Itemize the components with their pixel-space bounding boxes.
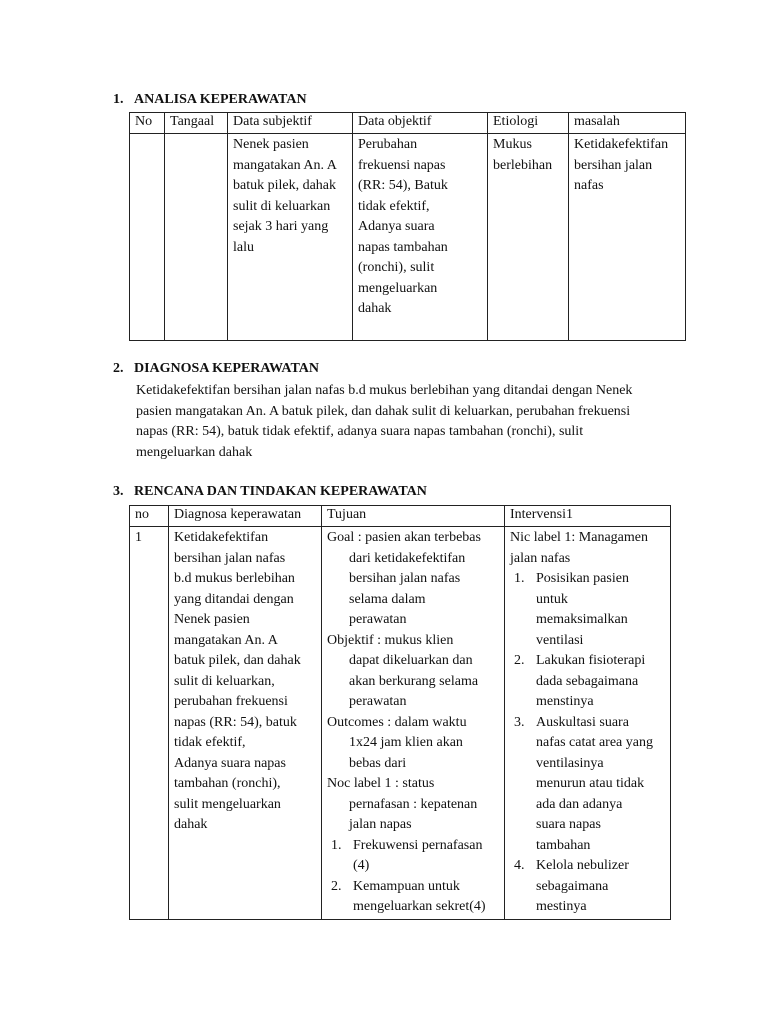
col-header-data-subjektif: Data subjektif: [228, 113, 353, 134]
list-item-number: 3.: [514, 714, 525, 730]
tujuan-noc-label: Noc label 1 : status pernafasan : kepatenan jalan napas: [327, 776, 478, 832]
col-header-masalah: masalah: [569, 113, 686, 134]
noc-items-list: [327, 836, 499, 918]
list-item: [510, 856, 665, 918]
list-item-text: Posisikan pasien untuk memaksimalkan ventilasi: [536, 571, 629, 648]
diagnosa-paragraph: Ketidakefektifan bersihan jalan nafas b.d mukus berlebihan yang ditandai dengan Nenek pasien mangatakan An. A batuk pilek, dan dahak sulit di keluarkan, perubahan frekuensi napas (RR: 54), batuk tidak efektif, adanya suara napas tambahan (ronchi), sulit mengeluarkan dahak: [136, 383, 633, 460]
list-item-text: Lakukan fisioterapi dada sebagaimana menstinya: [536, 653, 646, 709]
rencana-table: [129, 505, 671, 920]
table-header-row: [130, 113, 686, 134]
intervensi-nic-label: Nic label 1: Managamen jalan nafas: [510, 530, 649, 566]
nic-items-list: [510, 569, 665, 918]
col-header-tujuan: Tujuan: [322, 506, 505, 527]
list-item: [327, 836, 499, 877]
tujuan-outcomes: Outcomes : dalam waktu 1x24 jam klien akan bebas dari: [327, 714, 467, 771]
cell-no: [130, 134, 165, 341]
col-header-intervensi: Intervensi1: [505, 506, 671, 527]
table-row: [130, 527, 671, 920]
section-2-heading: [113, 361, 319, 377]
list-item: [510, 651, 665, 713]
section-3-heading: [113, 484, 427, 500]
section-2-number: 2.: [113, 361, 124, 376]
table-row: [130, 134, 686, 341]
list-item-number: 2.: [331, 878, 342, 894]
col-header-tanggal: Tangaal: [165, 113, 228, 134]
cell-masalah: Ketidakefektifan bersihan jalan nafas: [569, 134, 686, 341]
col-header-no: No: [130, 113, 165, 134]
section-1-title: ANALISA KEPERAWATAN: [134, 92, 307, 107]
tujuan-objektif: Objektif : mukus klien dapat dikeluarkan dan akan berkurang selama perawatan: [327, 632, 479, 709]
list-item-number: 1.: [331, 837, 342, 853]
cell-diagnosa: Ketidakefektifan bersihan jalan nafas b.d mukus berlebihan yang ditandai dengan Nenek pasien mangatakan An. A batuk pilek, dan dahak sulit di keluarkan, perubahan frekuensi napas (RR: 54), batuk tidak efektif, Adanya suara napas tambahan (ronchi), sulit mengeluarkan dahak: [169, 527, 322, 920]
list-item: [510, 713, 665, 857]
list-item-number: 1.: [514, 571, 525, 586]
cell-no: 1: [130, 527, 169, 920]
cell-tujuan: [322, 527, 505, 920]
col-header-etiologi: Etiologi: [488, 113, 569, 134]
col-header-data-objektif: Data objektif: [353, 113, 488, 134]
list-item: [510, 569, 665, 651]
analisa-table: [129, 112, 686, 341]
list-item-text: Frekuwensi pernafasan (4): [353, 837, 483, 873]
section-2-title: DIAGNOSA KEPERAWATAN: [134, 361, 320, 376]
cell-tanggal: [165, 134, 228, 341]
cell-data-subjektif: Nenek pasien mangatakan An. A batuk pilek, dahak sulit di keluarkan sejak 3 hari yang lalu: [228, 134, 353, 341]
col-header-diagnosa-keperawatan: Diagnosa keperawatan: [169, 506, 322, 527]
col-header-no: no: [130, 506, 169, 527]
list-item-text: Kelola nebulizer sebagaimana mestinya: [536, 858, 629, 914]
list-item-number: 4.: [514, 858, 525, 873]
section-3-number: 3.: [113, 484, 124, 499]
cell-data-objektif: Perubahan frekuensi napas (RR: 54), Batuk tidak efektif, Adanya suara napas tambahan (ronchi), sulit mengeluarkan dahak: [353, 134, 488, 341]
cell-etiologi: Mukus berlebihan: [488, 134, 569, 341]
tujuan-goal: Goal : pasien akan terbebas dari ketidakefektifan bersihan jalan nafas selama dalam perawatan: [327, 530, 481, 627]
section-1-number: 1.: [113, 92, 124, 107]
list-item-text: Auskultasi suara nafas catat area yang ventilasinya menurun atau tidak ada dan adanya suara napas tambahan: [536, 714, 653, 853]
section-1-heading: [113, 92, 307, 108]
list-item-text: Kemampuan untuk mengeluarkan sekret(4): [353, 878, 486, 914]
list-item: [327, 877, 499, 918]
list-item-number: 2.: [514, 653, 525, 668]
section-3-title: RENCANA DAN TINDAKAN KEPERAWATAN: [134, 484, 427, 499]
cell-intervensi: [505, 527, 671, 920]
table-header-row: [130, 506, 671, 527]
